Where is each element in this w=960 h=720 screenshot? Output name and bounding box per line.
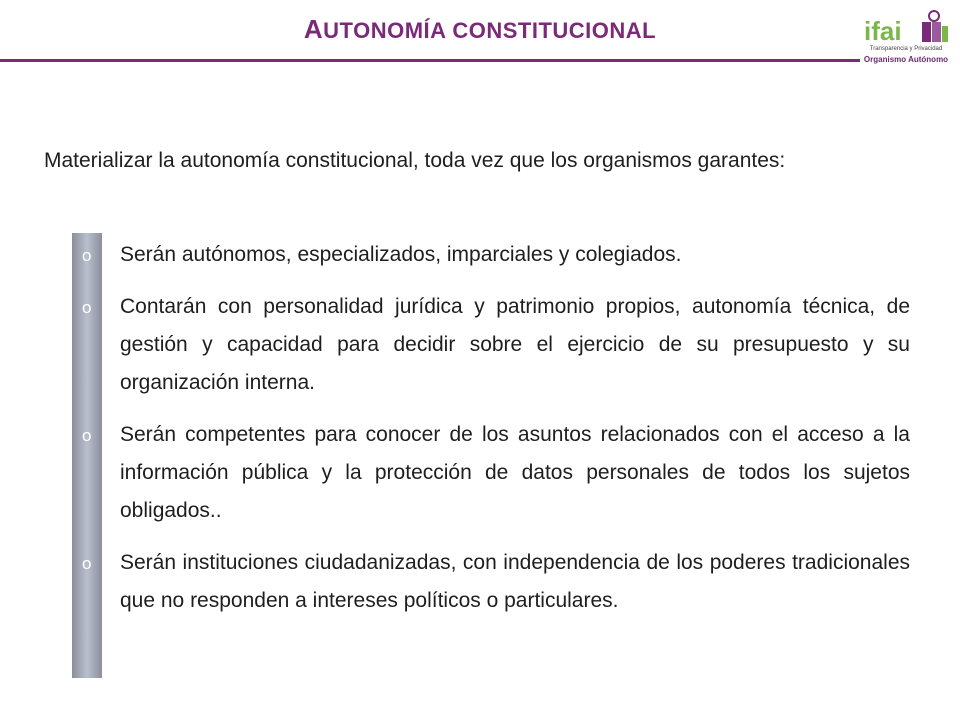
title-underline: [0, 59, 860, 62]
ifai-logo-tagline: Transparencia y Privacidad: [869, 46, 943, 52]
bullet-text: Serán instituciones ciudadanizadas, con independencia de los poderes tradicionales que no responden a intereses políticos o particulares.: [120, 551, 910, 612]
intro-paragraph: Materializar la autonomía constitucional, toda vez que los organismos garantes:: [44, 149, 786, 172]
slide-title-initial: A: [303, 14, 324, 44]
bullet-marker-icon: o: [82, 246, 92, 265]
bullet-marker-icon: o: [82, 554, 92, 573]
ifai-logo-text: ifai: [864, 16, 902, 46]
ifai-logo-figure-icon: [922, 11, 948, 42]
bullet-item: [82, 288, 910, 402]
bullet-list: [82, 236, 910, 634]
slide-title-rest: UTONOMÍA CONSTITUCIONAL: [323, 18, 657, 43]
bullet-text: Contarán con personalidad jurídica y patrimonio propios, autonomía técnica, de gestión y capacidad para decidir sobre el ejercicio de su presupuesto y su organización interna.: [120, 295, 910, 394]
bullet-text: Serán competentes para conocer de los asuntos relacionados con el acceso a la información pública y la protección de datos personales de todos los sujetos obligados..: [120, 423, 910, 522]
bullet-marker-icon: o: [82, 298, 92, 317]
bullet-item: [82, 544, 910, 620]
bullet-marker-icon: o: [82, 426, 92, 445]
bullet-text: Serán autónomos, especializados, imparciales y colegiados.: [120, 243, 682, 266]
ifai-logo-org: Organismo Autónomo: [863, 55, 949, 64]
bullet-item: [82, 416, 910, 530]
slide-title: [0, 14, 960, 45]
bullet-item: [82, 236, 910, 274]
